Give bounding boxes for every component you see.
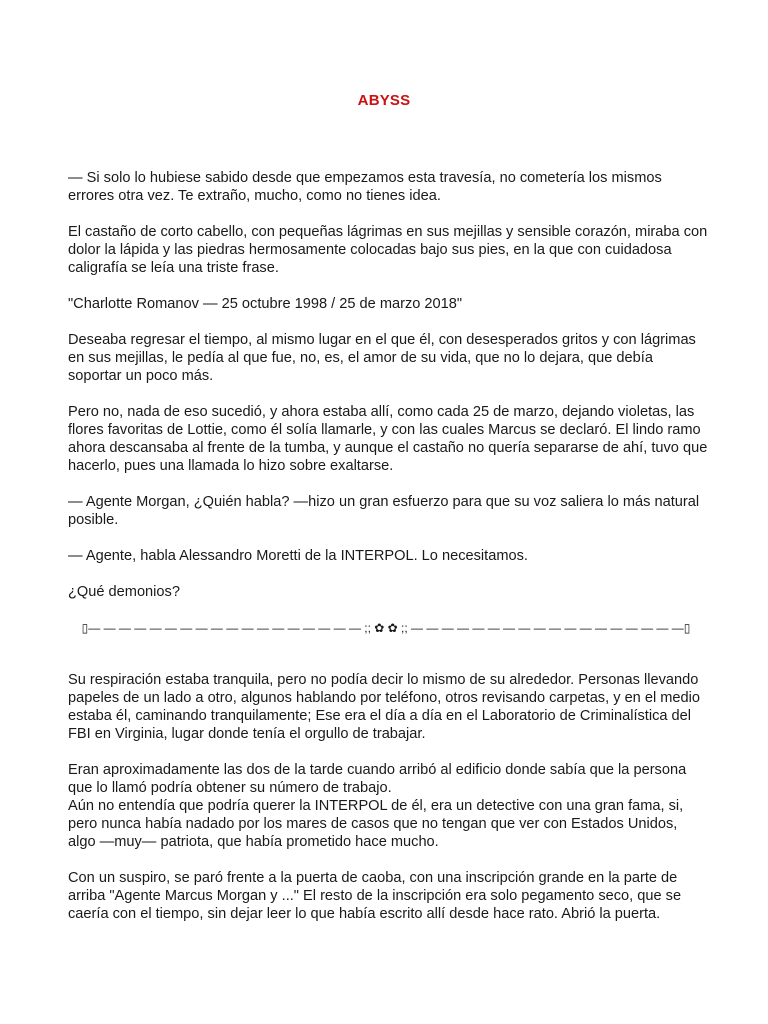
- section-divider: ▯— — — — — — — — — — — — — — — — — — ;; ✿ ✿ ;; — — — — — — — — — — — — — — — — — —▯: [81, 621, 691, 635]
- paragraph: "Charlotte Romanov — 25 octubre 1998 / 25 de marzo 2018": [68, 296, 463, 312]
- paragraph: Aún no entendía que podría querer la INTERPOL de él, era un detective con una gran fama, si, pero nunca había nadado por los mares de casos que no tengan que ver con Estados Unidos, algo —muy— patriota, que había prometido hace mucho.: [68, 798, 684, 850]
- document-title: ABYSS: [357, 92, 411, 109]
- paragraph: Pero no, nada de eso sucedió, y ahora estaba allí, como cada 25 de marzo, dejando violetas, las flores favoritas de Lottie, como él solía llamarle, y con las cuales Marcus se declaró. El lindo ramo ahora descansaba al frente de la tumba, y aunque el castaño no quería separarse de ahí, tuvo que hacerlo, pues una llamada lo hizo sobre exaltarse.: [68, 404, 708, 474]
- document-body: [68, 169, 708, 941]
- paragraph: Con un suspiro, se paró frente a la puerta de caoba, con una inscripción grande en la parte de arriba "Agente Marcus Morgan y ..." El resto de la inscripción era solo pegamento seco, que se caería con el tiempo, sin dejar leer lo que había escrito allí desde hace rato. Abrió la puerta.: [68, 870, 682, 922]
- paragraph: — Si solo lo hubiese sabido desde que empezamos esta travesía, no cometería los mismos errores otra vez. Te extraño, mucho, como no tienes idea.: [68, 170, 662, 204]
- paragraph: — Agente Morgan, ¿Quién habla? —hizo un gran esfuerzo para que su voz saliera lo más natural posible.: [68, 494, 700, 528]
- paragraph: Su respiración estaba tranquila, pero no podía decir lo mismo de su alrededor. Personas llevando papeles de un lado a otro, algunos hablando por teléfono, otros revisando carpetas, y en el medio estaba él, caminando tranquilamente; Ese era el día a día en el Laboratorio de Criminalística del FBI en Virginia, lugar donde tenía el orgullo de trabajar.: [68, 672, 701, 742]
- paragraph: Eran aproximadamente las dos de la tarde cuando arribó al edificio donde sabía que la persona que lo llamó podría obtener su número de trabajo.: [68, 762, 687, 796]
- paragraph: — Agente, habla Alessandro Moretti de la INTERPOL. Lo necesitamos.: [68, 548, 528, 564]
- paragraph: ¿Qué demonios?: [68, 584, 180, 600]
- paragraph: El castaño de corto cabello, con pequeñas lágrimas en sus mejillas y sensible corazón, miraba con dolor la lápida y las piedras hermosamente colocadas bajo sus pies, en la que con cuidadosa caligrafía se leía una triste frase.: [68, 224, 708, 276]
- paragraph: Deseaba regresar el tiempo, al mismo lugar en el que él, con desesperados gritos y con lágrimas en sus mejillas, le pedía al que fue, no, es, el amor de su vida, que no lo dejara, que debía soportar un poco más.: [68, 332, 696, 384]
